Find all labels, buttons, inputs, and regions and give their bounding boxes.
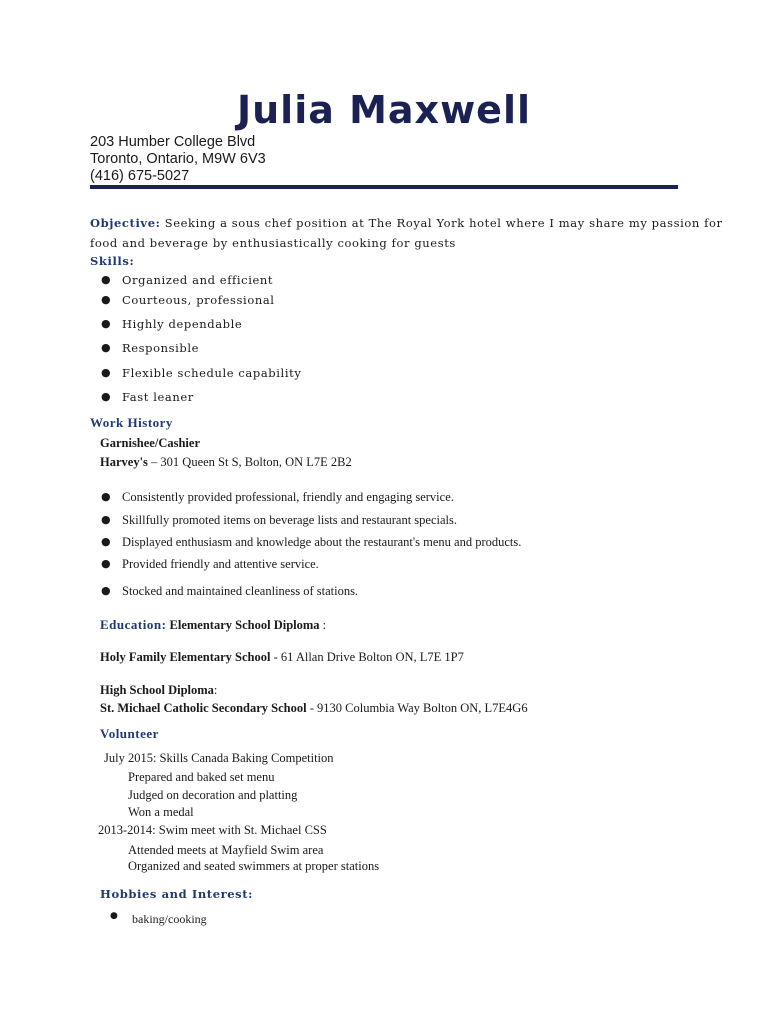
employer-line	[100, 455, 352, 470]
phone-line: (416) 675-5027	[90, 168, 190, 184]
school-2-name: St. Michael Catholic Secondary School	[100, 701, 307, 715]
job-title: Garnishee/Cashier	[100, 436, 200, 450]
bullet-icon: ●	[101, 341, 111, 354]
volunteer-heading: Volunteer	[100, 726, 159, 741]
school-1-address: - 61 Allan Drive Bolton ON, L7E 1P7	[270, 650, 464, 664]
school-2-address: - 9130 Columbia Way Bolton ON, L7E4G6	[306, 701, 528, 715]
diploma-1: Elementary School Diploma	[169, 618, 320, 632]
hobby-item: baking/cooking	[132, 912, 207, 926]
work-duty-item: Stocked and maintained cleanliness of stations.	[122, 584, 359, 598]
bullet-icon: ●	[101, 535, 111, 548]
employer-address: – 301 Queen St S, Bolton, ON L7E 2B2	[151, 455, 352, 469]
skill-item: Highly dependable	[122, 317, 243, 331]
school-1-line	[100, 650, 464, 665]
skill-item: Flexible schedule capability	[122, 366, 302, 380]
work-duty-item: Skillfully promoted items on beverage lists and restaurant specials.	[122, 513, 457, 527]
school-2-line	[100, 701, 528, 716]
bullet-icon: ●	[101, 366, 111, 379]
hobbies-heading: Hobbies and Interest:	[100, 887, 254, 901]
volunteer-entry-item: Judged on decoration and platting	[128, 788, 298, 802]
volunteer-entry-title: July 2015: Skills Canada Baking Competition	[104, 751, 334, 765]
skill-item: Organized and efficient	[122, 273, 274, 287]
resume-name: Julia Maxwell	[236, 88, 531, 132]
work-history-heading: Work History	[90, 415, 173, 430]
objective-text-1: Seeking a sous chef position at The Royal York hotel where I may share my passion for	[164, 216, 723, 230]
work-duty-item: Provided friendly and attentive service.	[122, 557, 319, 571]
bullet-icon: ●	[101, 273, 111, 286]
work-duty-item: Displayed enthusiasm and knowledge about the restaurant's menu and products.	[122, 535, 522, 549]
bullet-icon: ●	[101, 513, 111, 526]
skill-item: Courteous, professional	[122, 293, 275, 307]
skill-item: Responsible	[122, 341, 200, 355]
objective-label: Objective:	[90, 216, 161, 230]
education-line	[100, 617, 326, 633]
education-heading: Education:	[100, 617, 167, 632]
bullet-icon: ●	[101, 490, 111, 503]
diploma-1-suffix: :	[319, 618, 327, 632]
bullet-icon: ●	[101, 317, 111, 330]
bullet-icon: ●	[101, 557, 111, 570]
bullet-icon: ●	[101, 293, 111, 306]
volunteer-entry-title: 2013-2014: Swim meet with St. Michael CSS	[98, 823, 327, 837]
objective-text-2: food and beverage by enthusiastically cooking for guests	[90, 236, 456, 250]
objective-line-1	[90, 216, 723, 230]
skill-item: Fast leaner	[122, 390, 194, 404]
diploma-2-line	[100, 683, 217, 698]
school-1-name: Holy Family Elementary School	[100, 650, 271, 664]
diploma-2: High School Diploma	[100, 683, 214, 697]
volunteer-entry-item: Won a medal	[128, 805, 194, 819]
city-line: Toronto, Ontario, M9W 6V3	[90, 151, 266, 167]
skills-heading: Skills:	[90, 254, 135, 268]
header-divider	[90, 185, 678, 189]
bullet-icon: ●	[101, 584, 111, 597]
bullet-icon: ●	[101, 390, 111, 403]
diploma-2-suffix: :	[213, 683, 218, 697]
volunteer-entry-item: Organized and seated swimmers at proper stations	[128, 859, 380, 873]
bullet-icon: ●	[110, 911, 118, 921]
address-line: 203 Humber College Blvd	[90, 134, 256, 150]
employer-name: Harvey's	[100, 455, 148, 469]
volunteer-entry-item: Prepared and baked set menu	[128, 770, 275, 784]
work-duty-item: Consistently provided professional, friendly and engaging service.	[122, 490, 454, 504]
volunteer-entry-item: Attended meets at Mayfield Swim area	[128, 843, 324, 857]
